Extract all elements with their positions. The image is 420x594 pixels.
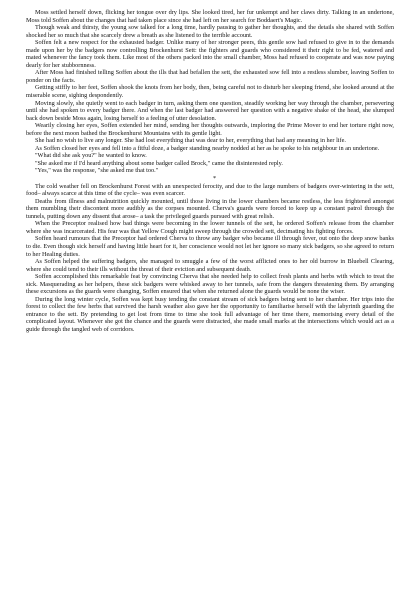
paragraph: After Moss had finished telling Soffen about the ills that had befallen the sett, the exhausted sow fell into a restless slumber, leaving Soffen to ponder on the facts.: [26, 69, 394, 84]
dialog-line: "What did she ask you?" he wanted to know.: [35, 152, 147, 160]
paragraph: Soffen felt a new respect for the exhausted badger. Unlike many of her stronger peers, this gentle sow had refused to give in to the demands made upon her by the badgers now controlling Brockenhurst Sett: the fighters and guards who considered it their right to be fed, watered and mated whenever the fancy took them. Like most of the others packed into the small chamber, Moss had refused to cooperate and was now paying dearly for her stubbornness.: [26, 39, 394, 69]
paragraph: As Soffen closed her eyes and fell into a fitful doze, a badger standing nearby nodded at her as he spoke to his neighbour in an undertone.: [35, 144, 380, 152]
paragraph: Wearily closing her eyes, Soffen extended her mind, sending her thoughts outwards, imploring the Prime Mover to end her torture right now, before the next moon bathed the Brockenhurst Mountains with its gentle light.: [26, 122, 394, 137]
dialog-line: "Yes," was the response, "she asked me that too.": [35, 167, 159, 175]
paragraph: Soffen accomplished this remarkable feat by convincing Cherva that she needed help to collect fresh plants and herbs with which to treat the sick. Masquerading as her helpers, these sick badgers were whisked away to her tunnels, safe from the dangers threatening them. By arranging these excursions as the guards were changing, Soffen ensured that when she returned alone the guards would be none the wiser.: [26, 273, 394, 296]
paragraph: Deaths from illness and malnutrition quickly mounted, until those living in the lower chambers became restless, the less frightened amongst them mumbling their discontent more audibly as the corpses mounted. Cherva's guards were forced to keep up a constant patrol through the tunnels, putting down any dissent that arose– a task the privileged guards pursued with great relish.: [26, 197, 394, 220]
paragraph: Soffen heard rumours that the Preceptor had ordered Cherva to throw any badger who became ill through fever, out onto the deep snow banks to die. Even though sick herself and having little heart for it, her conscience would not let her ignore so many sick badgers, so she agreed to return to her Healing duties.: [26, 235, 394, 258]
paragraph: When the Preceptor realised how bad things were becoming in the lower tunnels of the sett, he ordered Soffen's release from the chamber where she was incarcerated. His fear was that Yellow Cough might sweep through the crowded sett, decimating his fighting forces.: [26, 220, 394, 235]
paragraph: She had no wish to live any longer. She had lost everything that was dear to her, everything that had any meaning in her life.: [35, 137, 346, 145]
dialog-line: "She asked me if I'd heard anything about some badger called Brock," came the disinterested reply.: [35, 159, 283, 167]
paragraph: Moving slowly, she quietly went to each badger in turn, asking them one question, steadily working her way through the chamber, persevering until she had spoken to every badger there. And when the last badger had answered her question with a negative shake of the head, she slumped back down beside Moss again, losing herself to a feeling of utter desolation.: [26, 99, 394, 122]
paragraph: Though weak and thirsty, the young sow talked for a long time, hardly pausing to gather her thoughts, and the details she shared with Soffen shocked her so much that she scarcely drew a breath as she listened to the terrible account.: [26, 24, 394, 39]
paragraph: Moss settled herself down, flicking her tongue over dry lips. She looked tired, her fur unkempt and her claws dirty. Talking in an undertone, Moss told Soffen about the changes that had taken place since she had left on her search for Boddaert's Magic.: [26, 9, 394, 24]
paragraph: The cold weather fell on Brockenhurst Forest with an unexpected ferocity, and due to the large numbers of badgers over-wintering in the sett, food– always scarce at this time of the cycle– was even scarcer.: [26, 182, 394, 198]
paragraph: As Soffen helped the suffering badgers, she managed to smuggle a few of the worst afflicted ones to her old burrow in Bluebell Clearing, where she could tend to their ills without the threat of their eviction and subsequent death.: [26, 258, 394, 273]
paragraph: During the long winter cycle, Soffen was kept busy tending the constant stream of sick badgers being sent to her chamber. Her trips into the forest to collect the few herbs that survived the harsh weather also gave her the opportunity to familiarise herself with the labyrinth guarding the entrance to the sett. By pretending to get lost from time to time she took full advantage of her time there, memorising every detail of the complicated layout. Whenever she got the chance and the guards were distracted, she made small marks at the intersections which would act as a guide through the tangled web of corridors.: [26, 295, 394, 333]
paragraph: Getting stiffly to her feet, Soffen shook the knots from her body, then, being careful not to disturb her sleeping friend, she looked around at the miserable scene, sighing despondently.: [26, 84, 394, 100]
section-separator: *: [212, 175, 217, 183]
